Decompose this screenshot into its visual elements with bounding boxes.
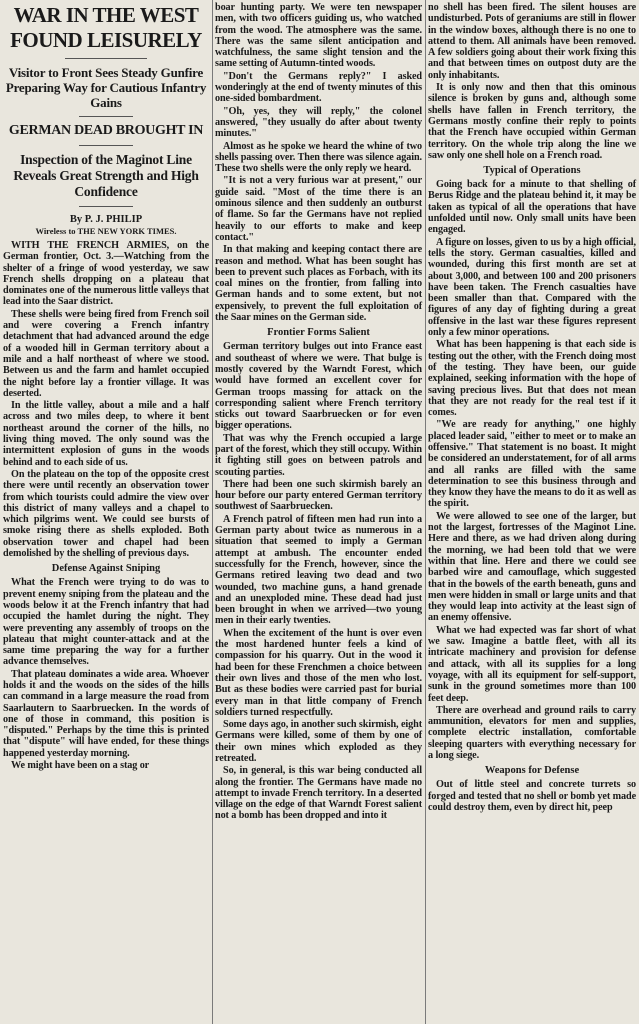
paragraph: WITH THE FRENCH ARMIES, on the German frontier, Oct. 3.—Watching from the shelter of a fringe of wood yesterday, we saw French shells dropping on a plateau that dominates one of the numerous little valleys that lead into the Saar district. [3, 240, 209, 308]
paragraph: In the little valley, about a mile and a half across and two miles deep, to where it bent northeast around the corner of the hills, no living thing moved. The only sound was the intermittent explosion of guns in the woods behind and to each side of us. [3, 400, 209, 468]
paragraph: German territory bulges out into France east and southeast of where we were. That bulge is mostly covered by the Warndt Forest, which would have formed an excellent cover for German troops massing for attack on the corresponding salient where French territory sticks out toward Saarbruecken or for even bigger operations. [215, 341, 422, 432]
subheading: Defense Against Sniping [51, 563, 161, 575]
paragraph: Going back for a minute to that shelling of Berus Ridge and the plateau behind it, it may be taken as typical of all the operations that have unfolded until now. Only small units have been engaged. [428, 179, 636, 236]
column-2 [212, 0, 425, 1024]
paragraph: There are overhead and ground rails to carry ammunition, elevators for men and supplies, complete electric installation, comfortable sleeping quarters with everything necessary for a long siege. [428, 704, 636, 761]
subheading: Typical of Operations [483, 165, 581, 177]
paragraph: On the plateau on the top of the opposite crest there were until recently an observation tower from which tourists could admire the view over this district of many valleys and a chapel to which pilgrims went. We could see bursts of smoke rising there as shells exploded. Both observation tower and chapel had been demolished by the shelling of previous days. [3, 468, 209, 560]
body-text [428, 179, 636, 761]
paragraph: boar hunting party. We were ten newspaper men, with two officers guiding us, who watched from the wood. The atmosphere was the same. There was the same silent anticipation and watchfulness, the same slight tension and the same setting of Autumn-tinted woods. [215, 2, 422, 70]
paragraph: no shell has been fired. The silent houses are undisturbed. Pots of geraniums are still in flower in the window boxes, although there is no one to attend to them. All animals have been removed. A few soldiers going about their work fixing this and that between times on outpost duty are the only inhabitants. [428, 2, 636, 81]
paragraph: In that making and keeping contact there are reason and method. What has been sought has been to prevent such places as Forbach, with its coal mines on the frontier, from falling into German hands and to some extent, but not expensively, to prevent the full exploitation of the Saar mines on the German side. [215, 244, 422, 324]
divider [79, 206, 133, 207]
paragraph: It is only now and then that this ominous silence is broken by guns and, although some shells have fallen in French territory, the Germans mostly confine their reply to points that the French have occupied within German territory. On the whole trip along the line we saw only one shell hole on a French road. [428, 82, 636, 161]
paragraph: When the excitement of the hunt is over even the most hardened hunter feels a kind of compassion for his quarry. Out in the wood it had been for these Frenchmen a choice between their own lives and those of the men who lost. But as these bodies were carried past for burial every man in that little company of French soldiers turned respectfully. [215, 627, 422, 718]
body-text [3, 240, 209, 559]
column-3 [425, 0, 639, 1024]
wire-credit: Wireless to THE NEW YORK TIMES. [35, 226, 177, 236]
deck-1: Visitor to Front Sees Steady Gunfire Preparing Way for Cautious Infantry Gains [5, 65, 207, 110]
paragraph: That was why the French occupied a large part of the forest, which they still occupy. Within it fighting still goes on between patrols and scouting parties. [215, 432, 422, 478]
paragraph: We were allowed to see one of the larger, but not the largest, fortresses of the Maginot Line. Here and there, as we had driven along during the morning, we had been told that we were within that line. Here and there we could see barbed wire and camouflage, which suggested that in the bowels of the earth beneath, guns and men were hidden in small or large units and that they would leap into activity at the least sign of an enemy offensive. [428, 510, 636, 624]
paragraph: So, in general, is this war being conducted all along the frontier. The Germans have made no attempt to invade French territory. In a deserted village on the edge of that Warndt Forest salient not a bomb has been dropped and into it [215, 765, 422, 822]
paragraph: "It is not a very furious war at present," our guide said. "Most of the time there is an ominous silence and then suddenly an outburst of flame. So far the Germans have not replied heavily to our efforts to make and keep contact." [215, 175, 422, 243]
paragraph: We might have been on a stag or [11, 760, 150, 772]
body-text [215, 2, 422, 323]
paragraph: Almost as he spoke we heard the whine of two shells passing over. Then there was silence again. These two shells were the only reply we heard. [215, 140, 422, 175]
headline-line-2: FOUND LEISURELY [10, 28, 202, 52]
paragraph: "Oh, yes, they will reply," the colonel answered, "they usually do after about twenty minutes." [215, 105, 422, 140]
deck-2: GERMAN DEAD BROUGHT IN [8, 123, 204, 138]
paragraph: "We are ready for anything," one highly placed leader said, "either to meet or to make an offensive." That statement is no boast. It might be considered an understatement, for of all arms and all ranks are filled with the same determination to see this business through and they know they have the means to do it as well as the spirit. [428, 419, 636, 510]
byline: By P. J. PHILIP [69, 214, 143, 225]
paragraph: These shells were being fired from French soil and were covering a French infantry detachment that had advanced around the edge of a wooded hill in German territory about a mile and a half northeast of where we stood. Between us and the farm and hamlet occupied the night before lay a frontier village. It was deserted. [3, 308, 209, 399]
paragraph: That plateau dominates a wide area. Whoever holds it and the woods on the sides of the hills can command in a large measure the road from Saarlautern to Saarbruecken. In the words of one of those in command, this position is "disputed." Perhaps by the time this is printed that "dispute" will have ended, for these things happened yesterday morning. [3, 668, 209, 759]
paragraph: There had been one such skirmish barely an hour before our party entered German territory southwest of Saarbruecken. [215, 478, 422, 513]
body-text [428, 779, 636, 813]
subheading: Frontier Forms Salient [267, 327, 370, 339]
deck-3: Inspection of the Maginot Line Reveals Great Strength and High Confidence [13, 152, 199, 199]
paragraph: What has been happening is that each side is testing out the other, with the French doing most of the testing. They have been, our guide explained, seeking information with the hope of saving precious lives. But that does not mean that they are not ready for the real test if it comes. [428, 339, 636, 419]
paragraph: "Don't the Germans reply?" I asked wonderingly at the end of twenty minutes of this one-sided bombardment. [215, 70, 422, 105]
divider [79, 116, 133, 117]
paragraph: Out of little steel and concrete turrets so forged and tested that no shell or bomb yet made could destroy them, even by direct hit, peep [428, 779, 636, 813]
subheading: Weapons for Defense [484, 765, 580, 777]
body-text [3, 577, 209, 771]
paragraph: A French patrol of fifteen men had run into a German party about twice as numerous in a situation that seemed to imply a German attempt at ambush. The encounter ended successfully for the French, however, since the Germans retired leaving two dead and two wounded, two machine guns, a hand grenade and an unexploded mine. These dead had just been brought in when we arrived—two young men in their early twenties. [215, 513, 422, 627]
paragraph: What the French were trying to do was to prevent enemy sniping from the plateau and the woods below it at the French infantry that had occupied the hamlet during the night. They were preventing any assembly of troops on the plateau that might counter-attack and at the same time preparing the way for a further advance themselves. [3, 577, 209, 668]
paragraph: Some days ago, in another such skirmish, eight Germans were killed, some of them by one of their own mines which exploded as they retreated. [215, 719, 422, 764]
paragraph: A figure on losses, given to us by a high official, tells the story. German casualties, killed and wounded, during this first month are set at about 3,000, and between 100 and 200 prisoners have been taken. The French casualties have been smaller than that. Compared with the figures of any day of fighting during a great offensive in the last war these figures represent only a few minor operations. [428, 236, 636, 339]
column-1 [0, 0, 212, 1024]
body-text [215, 341, 422, 821]
headline-line-1: WAR IN THE WEST [13, 3, 199, 27]
divider [79, 145, 133, 146]
paragraph: What we had expected was far short of what we saw. Imagine a battle fleet, with all its intricate machinery and provision for defense and attack, with all its supplies for a long voyage, with all its equipment for self-support, sunk in the ground sometimes more than 100 feet deep. [428, 624, 636, 704]
divider [65, 58, 147, 59]
body-text [428, 2, 636, 161]
